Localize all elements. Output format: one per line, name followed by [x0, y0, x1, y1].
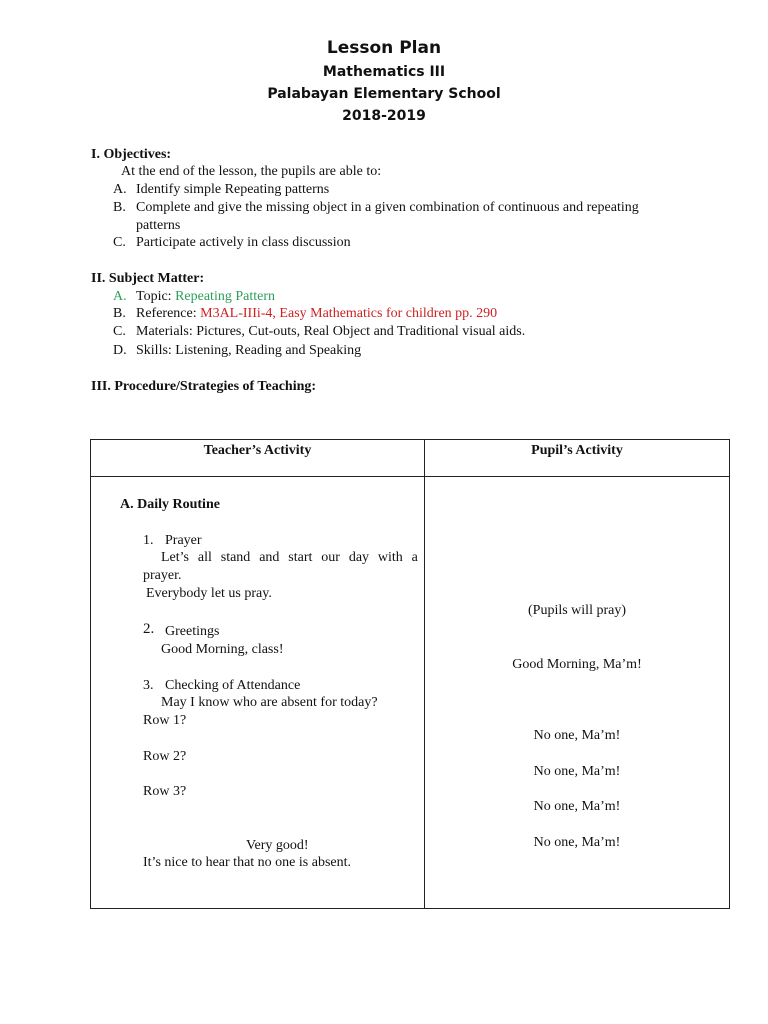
teacher-activity-header: Teacher’s Activity — [91, 440, 425, 477]
objective-b-text-continued: patterns — [136, 218, 181, 233]
prayer-word: Let’s — [161, 550, 189, 565]
pupil-activity-header: Pupil’s Activity — [425, 440, 730, 477]
prayer-word: our — [321, 550, 340, 565]
objective-a-letter: A. — [113, 182, 127, 197]
greetings-number: 2. — [143, 621, 155, 637]
school-year: 2018-2019 — [342, 108, 426, 124]
greetings-title: Greetings — [165, 624, 220, 639]
topic-line: Topic: Repeating Pattern — [136, 289, 275, 304]
attendance-question: May I know who are absent for today? — [161, 695, 378, 710]
pupil-attendance-response-2: No one, Ma’m! — [533, 764, 621, 779]
topic-letter: A. — [113, 289, 127, 304]
prayer-word: with — [377, 550, 403, 565]
prayer-word: day — [348, 550, 370, 565]
objective-c-text: Participate actively in class discussion — [136, 235, 351, 250]
daily-routine-heading: A. Daily Routine — [120, 497, 220, 512]
pupil-greeting-response: Good Morning, Ma’m! — [512, 657, 642, 672]
reference-letter: B. — [113, 306, 126, 321]
teacher-closing-remark: It’s nice to hear that no one is absent. — [143, 855, 351, 870]
prayer-title: Prayer — [165, 533, 202, 548]
document-title: Lesson Plan — [326, 38, 442, 58]
reference-value: M3AL-IIIi-4, Easy Mathematics for children pp. 290 — [200, 306, 498, 321]
attendance-title: Checking of Attendance — [165, 678, 301, 693]
teacher-praise: Very good! — [246, 838, 309, 853]
objective-b-letter: B. — [113, 200, 126, 215]
school-name: Palabayan Elementary School — [267, 86, 501, 102]
subject-title: Mathematics III — [322, 64, 446, 80]
prayer-word: start — [288, 550, 313, 565]
pupil-attendance-response-4: No one, Ma’m! — [533, 835, 621, 850]
skills-letter: D. — [113, 343, 127, 358]
prayer-word: all — [197, 550, 212, 565]
procedure-heading: III. Procedure/Strategies of Teaching: — [91, 379, 317, 394]
objective-a-text: Identify simple Repeating patterns — [136, 182, 330, 197]
topic-value: Repeating Pattern — [175, 289, 275, 304]
materials-text: Materials: Pictures, Cut-outs, Real Object and Traditional visual aids. — [136, 324, 526, 339]
prayer-instruction-continued: prayer. — [143, 568, 182, 583]
attendance-number: 3. — [143, 678, 154, 693]
prayer-word: a — [411, 550, 418, 565]
objective-b-text: Complete and give the missing object in a given combination of continuous and repeating — [136, 200, 639, 215]
teacher-greeting: Good Morning, class! — [161, 642, 284, 657]
objectives-heading: I. Objectives: — [91, 147, 172, 162]
prayer-number: 1. — [143, 533, 154, 548]
pupil-pray-response: (Pupils will pray) — [528, 603, 626, 618]
row-2-question: Row 2? — [143, 749, 187, 764]
subject-matter-heading: II. Subject Matter: — [91, 271, 205, 286]
materials-letter: C. — [113, 324, 126, 339]
objectives-intro: At the end of the lesson, the pupils are able to: — [121, 164, 382, 179]
row-3-question: Row 3? — [143, 784, 187, 799]
reference-line: Reference: M3AL-IIIi-4, Easy Mathematics for children pp. 290 — [136, 306, 498, 321]
row-1-question: Row 1? — [143, 713, 187, 728]
pupil-attendance-response-1: No one, Ma’m! — [533, 728, 621, 743]
prayer-word: and — [259, 550, 280, 565]
prayer-word: stand — [220, 550, 251, 565]
objective-c-letter: C. — [113, 235, 126, 250]
skills-text: Skills: Listening, Reading and Speaking — [136, 343, 362, 358]
prayer-invitation: Everybody let us pray. — [146, 586, 272, 601]
prayer-instruction-line — [161, 549, 418, 566]
pupil-attendance-response-3: No one, Ma’m! — [533, 799, 621, 814]
